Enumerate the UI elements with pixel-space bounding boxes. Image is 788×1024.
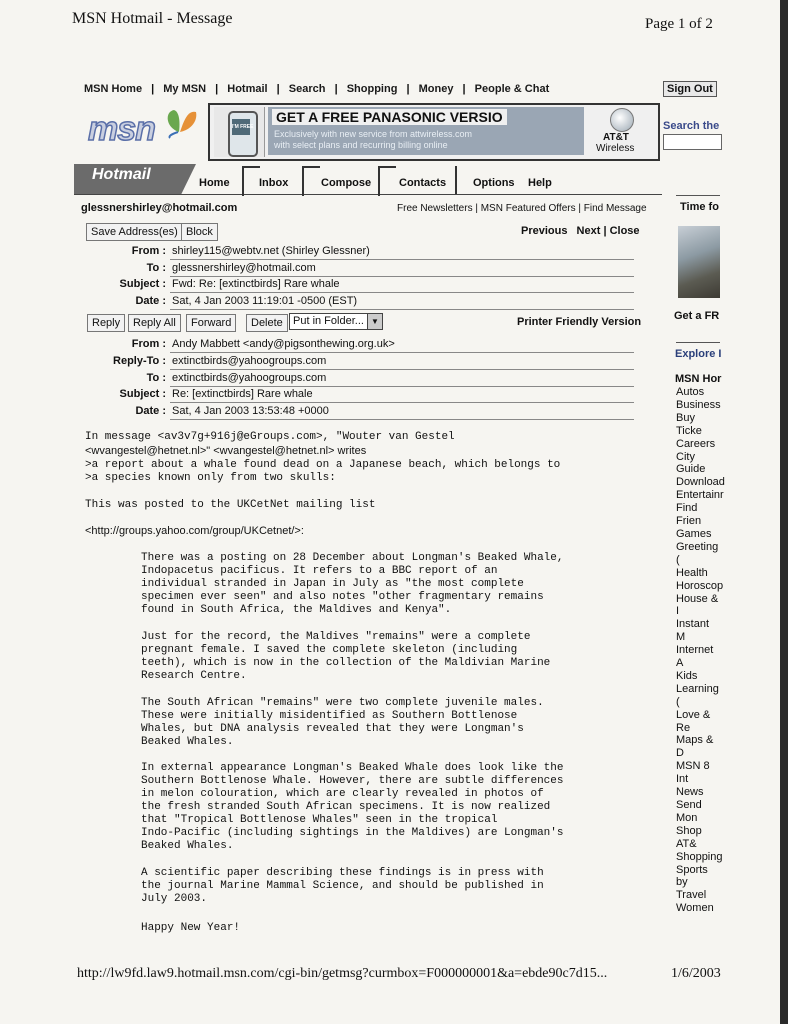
subject2-label: Subject : <box>119 388 166 400</box>
right-panel-rule <box>676 342 720 343</box>
header-rule <box>170 369 634 370</box>
to2-value: extinctbirds@yahoogroups.com <box>172 372 327 384</box>
right-link[interactable]: Shop AT& <box>676 824 702 850</box>
body-intro1: In message <av3v7g+916j@eGroups.com>, "Wouter van Gestel <box>85 431 455 443</box>
right-get-a[interactable]: Get a FR <box>674 310 720 322</box>
menu-help[interactable]: Help <box>528 177 552 189</box>
next-link[interactable]: Next <box>576 225 601 237</box>
right-link[interactable]: Women <box>676 902 714 915</box>
tab-contacts[interactable]: Contacts <box>399 177 447 189</box>
to-value: glessnershirley@hotmail.com <box>172 262 316 274</box>
right-link[interactable]: Send Mon <box>676 799 702 824</box>
date2-label: Date : <box>135 405 166 417</box>
msn-logo[interactable]: msn <box>88 110 155 148</box>
search-input[interactable] <box>663 134 722 150</box>
top-nav: MSN Home | My MSN | Hotmail | Search | Shopping | Money | People & Chat <box>84 83 550 95</box>
right-link[interactable]: Internet A <box>676 644 714 670</box>
reply-to-value: extinctbirds@yahoogroups.com <box>172 355 327 367</box>
date2-value: Sat, 4 Jan 2003 13:53:48 +0000 <box>172 405 329 417</box>
header-rule <box>170 352 634 353</box>
tab-bar-rule <box>74 194 662 195</box>
from-label: From : <box>131 245 166 257</box>
body-signoff: Happy New Year! <box>141 922 241 934</box>
nav-my-msn[interactable]: My MSN <box>163 83 207 95</box>
body-paragraph: A scientific paper describing these findings is in press with the journal Marine Mammal Science, and should be published in July 2003. <box>141 867 544 905</box>
header-rule <box>170 402 634 403</box>
phone-badge: I'M FREE <box>232 119 250 135</box>
body-paragraph: Just for the record, the Maldives "remains" were a complete pregnant female. I saved the complete skeleton (including teeth), which is now in the collection of the Maldivian Marine Research Centre. <box>141 631 551 682</box>
date-value: Sat, 4 Jan 2003 11:19:01 -0500 (EST) <box>172 295 358 307</box>
tab-divider <box>302 166 320 196</box>
promo-image[interactable] <box>678 226 720 298</box>
pager: Previous Next | Close <box>521 225 640 237</box>
printer-friendly-link[interactable]: Printer Friendly Version <box>517 316 642 328</box>
right-link[interactable]: Find Frien <box>676 502 702 528</box>
right-link[interactable]: House & I <box>676 592 719 618</box>
ad-line1: Exclusively with new service from attwireless.com <box>274 129 473 139</box>
block-button[interactable]: Block <box>181 223 218 241</box>
right-link[interactable]: Careers <box>676 437 716 450</box>
from2-value: Andy Mabbett <andy@pigsonthewing.org.uk> <box>172 338 395 350</box>
ad-brand2: Wireless <box>596 143 635 154</box>
right-link[interactable]: Horoscop <box>676 579 724 592</box>
search-label: Search the <box>663 120 720 132</box>
right-link[interactable]: Love & Re <box>676 708 711 734</box>
ad-line2: with select plans and recurring billing online <box>274 140 448 150</box>
right-link[interactable]: Download <box>676 476 725 489</box>
body-quote2: >a species known only from two skulls: <box>85 472 336 484</box>
nav-people-chat[interactable]: People & Chat <box>474 83 550 95</box>
right-link[interactable]: Shopping <box>676 850 723 863</box>
right-panel-rule <box>676 195 720 196</box>
nav-msn-home[interactable]: MSN Home <box>84 83 143 95</box>
menu-options[interactable]: Options <box>473 177 515 189</box>
subject2-value: Re: [extinctbirds] Rare whale <box>172 388 313 400</box>
right-links-list <box>676 386 725 915</box>
tab-inbox[interactable]: Inbox <box>259 177 289 189</box>
body-paragraph: The South African "remains" were two complete juvenile males. These were initially misidentified as Southern Bottlenose Whales, but DNA analysis revealed that they were Longman's Beaked Whales. <box>141 697 544 748</box>
nav-hotmail[interactable]: Hotmail <box>227 83 268 95</box>
nav-money[interactable]: Money <box>418 83 454 95</box>
right-link[interactable]: Instant M <box>676 618 710 644</box>
right-link[interactable]: Kids <box>676 669 698 682</box>
right-link[interactable]: Entertainr <box>676 489 724 502</box>
ad-banner[interactable] <box>208 103 660 161</box>
header-rule <box>170 292 634 293</box>
top-links[interactable]: Free Newsletters | MSN Featured Offers | Find Message <box>397 203 647 214</box>
print-page-number: Page 1 of 2 <box>645 16 713 32</box>
right-link[interactable]: Learning ( <box>676 682 719 708</box>
right-link[interactable]: Health <box>676 566 708 579</box>
tab-home[interactable]: Home <box>199 177 230 189</box>
nav-search[interactable]: Search <box>288 83 326 95</box>
reply-button[interactable]: Reply <box>87 314 125 332</box>
nav-shopping[interactable]: Shopping <box>346 83 398 95</box>
right-link[interactable]: News <box>676 786 704 799</box>
print-title: MSN Hotmail - Message <box>72 10 233 27</box>
header-rule <box>170 259 634 260</box>
header-rule <box>170 309 634 310</box>
right-link[interactable]: Travel <box>676 889 707 902</box>
body-paragraph: In external appearance Longman's Beaked Whale does look like the Southern Bottlenose Whale. However, there are subtle differences in melon colouration, which are clearly revealed in photos of the fresh stranded South African specimens. It is now realized that "Tropical Bottlenose Whales" seen in the tropical Indo-Pacific (including sightings in the Maldives) are Longman's Beaked Whales. <box>141 762 564 852</box>
right-link[interactable]: Business <box>676 398 721 411</box>
phone-image <box>214 107 265 157</box>
att-globe-icon <box>610 108 634 132</box>
header-rule <box>170 419 634 420</box>
folder-select-value: Put in Folder... <box>293 315 364 327</box>
body-paragraph: There was a posting on 28 December about Longman's Beaked Whale, Indopacetus pacificus. It refers to a BBC report of an individual stranded in Japan in July as "the most complete specimen ever seen" and also notes "other fragmentary remains found in South Africa, the Maldives and Kenya". <box>141 552 564 616</box>
body-intro2: <wvangestel@hetnet.nl>" <wvangestel@hetnet.nl> writes <box>85 445 367 457</box>
tab-divider <box>455 166 457 194</box>
header-rule <box>170 386 634 387</box>
ad-headline: GET A FREE PANASONIC VERSIO <box>272 109 507 125</box>
previous-link[interactable]: Previous <box>521 225 568 237</box>
from2-label: From : <box>131 338 166 350</box>
body-quote1: >a report about a whale found dead on a Japanese beach, which belongs to <box>85 459 561 471</box>
to-label: To : <box>146 262 166 274</box>
folder-select[interactable] <box>289 313 383 330</box>
reply-all-button[interactable]: Reply All <box>128 314 181 332</box>
right-link[interactable]: Autos <box>676 386 705 398</box>
print-footer-date: 1/6/2003 <box>671 966 721 981</box>
butterfly-icon <box>162 106 198 143</box>
right-time-for: Time fo <box>680 201 719 213</box>
right-link[interactable]: Games <box>676 527 712 540</box>
right-explore: Explore I <box>675 348 722 360</box>
hotmail-logo[interactable]: Hotmail <box>92 166 151 183</box>
tab-divider <box>378 166 396 196</box>
date-label: Date : <box>135 295 166 307</box>
to2-label: To : <box>146 372 166 384</box>
right-msn-hor: MSN Hor <box>675 373 722 385</box>
right-link[interactable]: City Guide <box>676 450 706 476</box>
ad-text-panel <box>268 107 584 155</box>
right-link[interactable]: MSN 8 Int <box>676 760 710 786</box>
delete-button[interactable]: Delete <box>246 314 288 332</box>
ad-brand: AT&T <box>603 132 629 143</box>
save-address-button[interactable]: Save Address(es) <box>86 223 183 241</box>
from-value: shirley115@webtv.net (Shirley Glessner) <box>172 245 370 257</box>
print-footer-url: http://lw9fd.law9.hotmail.msn.com/cgi-bin/getmsg?curmbox=F000000001&a=ebde90c7d15... <box>77 966 608 981</box>
tab-compose[interactable]: Compose <box>321 177 372 189</box>
close-link[interactable]: Close <box>609 225 640 237</box>
body-posted: This was posted to the UKCetNet mailing list <box>85 499 376 511</box>
header-rule <box>170 276 634 277</box>
right-link[interactable]: Sports by <box>676 863 708 889</box>
subject-label: Subject : <box>119 278 166 290</box>
right-link[interactable]: Maps & D <box>676 734 714 760</box>
forward-button[interactable]: Forward <box>186 314 236 332</box>
right-link[interactable]: Buy Ticke <box>676 411 702 437</box>
reply-to-label: Reply-To : <box>113 355 166 367</box>
tab-divider <box>242 166 260 196</box>
body-url-link[interactable]: <http://groups.yahoo.com/group/UKCetnet/>: <box>85 525 304 537</box>
account-email: glessnershirley@hotmail.com <box>81 202 238 214</box>
subject-value: Fwd: Re: [extinctbirds] Rare whale <box>172 278 340 290</box>
chevron-down-icon[interactable]: ▼ <box>367 314 382 329</box>
sign-out-button[interactable]: Sign Out <box>663 81 717 97</box>
right-link[interactable]: Greeting ( <box>676 540 719 566</box>
